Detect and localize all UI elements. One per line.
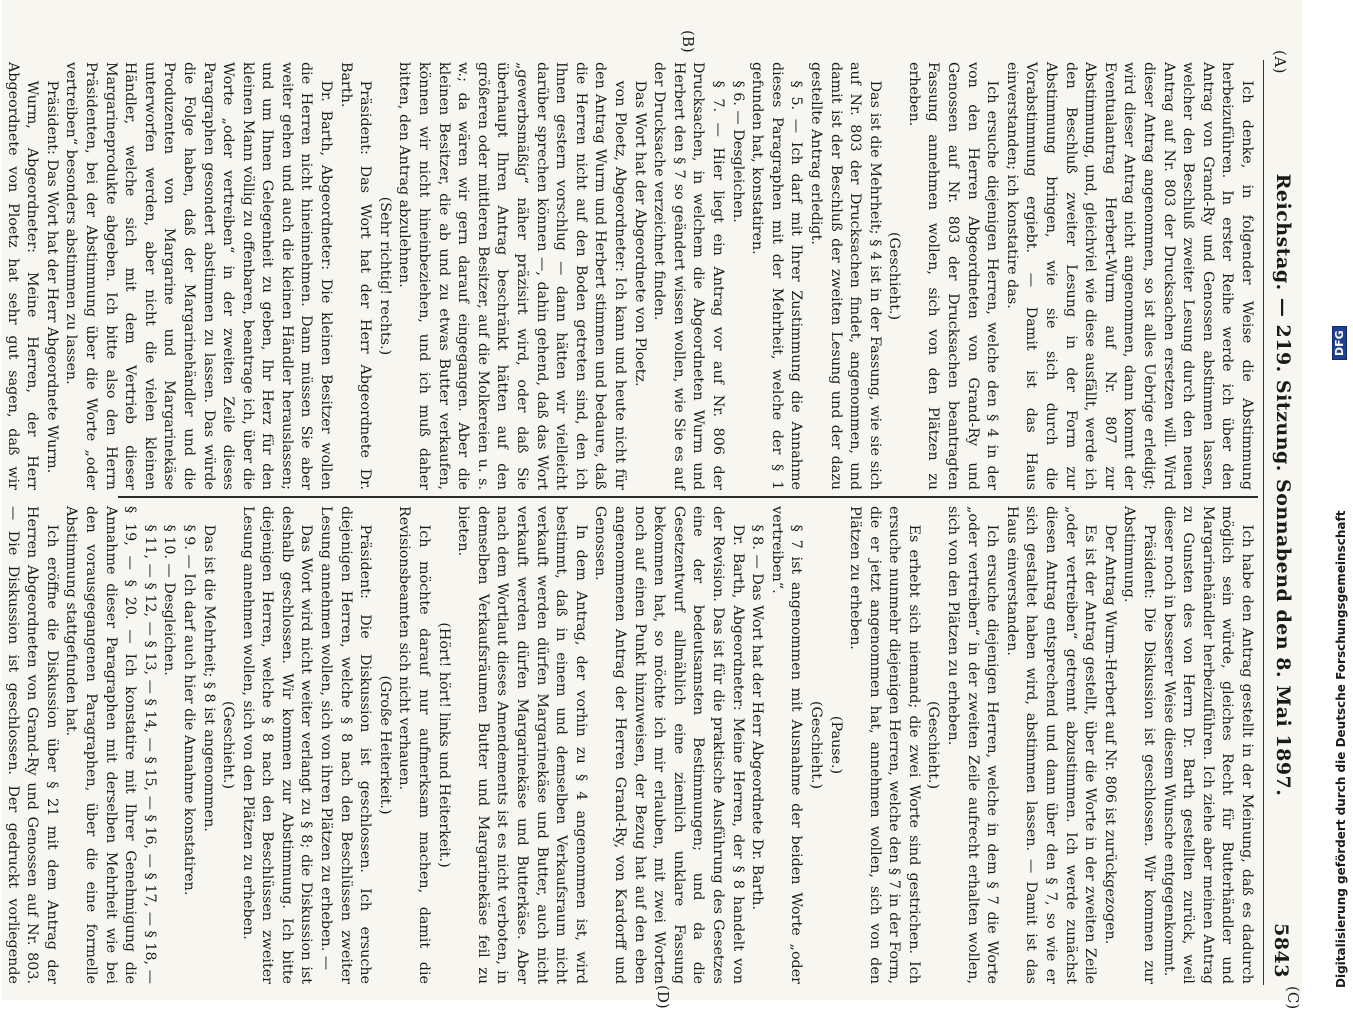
paragraph: Ich ersuche diejenigen Herren, welche in dem § 7 die Worte „oder vertreiben“ in der zweiten Zeile aufrecht erhalten wollen, sich von den Plätzen zu erheben. (945, 506, 1001, 984)
paragraph: Präsident: Das Wort hat der Herr Abgeordnete Wurm. (43, 80, 60, 474)
dfg-logo: DFG (1332, 326, 1347, 360)
margin-mark-c: (C) (1284, 986, 1302, 1009)
page-header (1254, 0, 1294, 1000)
paragraph: § 9. — Ich darf auch hier die Annahme konstatiren. (180, 524, 197, 896)
margin-mark-d: (D) (654, 985, 672, 1009)
paragraph: § 7. — Hier liegt ein Antrag vor auf Nr. 806 der Drucksachen, in welchem die Abgeordneten Wurm und Herbert den § 7 so geändert wissen wollen, wie Sie es auf der Drucksache verzeichnet finden. (651, 62, 726, 490)
paragraph: Dr. Barth, Abgeordneter: Die kleinen Besitzer wollen die Herren nicht hineinnehmen. Dann müssen Sie aber weiter gehen und auch die kleinen Händler herauslassen; und um Ihnen Gelegenheit zu geben, Ihr Herz für den kleinen Mann völlig zu offenbaren, beantrage ich, über die Worte „oder vertreiben“ in der zweiten Zeile dieses Paragraphen gesondert abstimmen zu lassen. Das würde die Folge haben, daß der Margarinehändler und die Produzenten von Margarine und Margarinekäse unterworfen werden, aber nicht die vielen kleinen Händler, welche sich mit dem Vertrieb dieser Margarineprodukte abgeben. Ich bitte also den Herrn Präsidenten, bei der Abstimmung über die Worte „oder vertreiben“ besonders abstimmen zu lassen. (63, 62, 335, 490)
header-rule (1263, 60, 1264, 985)
paragraph: Das ist die Mehrheit; § 4 ist in der Fassung, wie sie sich auf Nr. 803 der Drucksachen findet, angenommen, und damit ist der Beschluß der zweiten Lesung und der dazu gestellte Antrag erledigt. (807, 62, 883, 490)
paragraph: von Ploetz, Abgeordneter: Ich kann und heute nicht für den Antrag Wurm und Herbert stimmen und bedaure, daß die Herren nicht auf den Boden getreten sind, den ich Ihnen gestern vorschlug — dann hätten wir vielleicht darüber sprechen können —, dahin gehend, daß das Wort „gewerbsmäßig“ näher präzisirt wird, oder daß Sie überhaupt Ihren Antrag beschränkt hätten auf den größeren oder mittleren Besitzer, auf die Molkereien u. s. w.; da wären wir gern darauf eingegangen. Aber die kleinen Besitzer, die ab und zu etwas Butter verkaufen, können wir nicht hineinbeziehen, und ich muß daher bitten, den Antrag abzulehnen. (396, 62, 628, 490)
paragraph: Es erhebt sich niemand; die zwei Worte sind gestrichen. Ich ersuche nunmehr diejenigen Herren, welche den § 7 in der Form, die er jetzt angenommen hat, annehmen wollen, sich von den Plätzen zu erheben. (847, 506, 922, 984)
paragraph: Ich denke, in folgender Weise die Abstimmung herbeizuführen. In erster Reihe werde ich über den Antrag von Grand-Ry und Genossen abstimmen lassen, welcher den Beschluß zweiter Lesung durch den neuen Antrag auf Nr. 803 der Drucksachen ersetzen will. Wird dieser Antrag angenommen, so ist alles Uebrige erledigt; wird dieser Antrag nicht angenommen, dann kommt der Eventualantrag Herbert-Wurm auf Nr. 807 zur Abstimmung, und, gleichviel wie diese ausfällt, werde ich den Beschluß zweiter Lesung in der Form zur Abstimmung bringen, wie sie sich durch die Vorabstimmung ergiebt. — Damit ist das Haus einverstanden; ich konstatire das. (1003, 62, 1255, 490)
paragraph: Ich eröffne die Diskussion über § 21 mit dem Antrag der Herren Abgeordneten von Grand-Ry und Genossen auf Nr. 803. — Die Diskussion ist geschlossen. Der gedruckt vorliegende (4, 506, 60, 984)
paragraph: § 10. — Desgleichen. (161, 524, 178, 676)
paragraph: (Geschieht.) (886, 231, 903, 321)
page-title: Reichstag. — 219. Sitzung. Sonnabend den 8. Mai 1897. (1272, 173, 1294, 797)
column-divider (118, 496, 1258, 498)
paragraph: § 11, — § 12, — § 13, — § 14, — § 15, — § 16, — § 17, — § 18, — § 19, — § 20. — Ich konstatire mit Ihrer Genehmigung die Annahme dieser Paragraphen mit derselben Mehrheit wie bei den vorausgegangenen Paragraphen, über die eine formelle Abstimmung stattgefunden hat. (63, 506, 158, 984)
paragraph: Ich möchte darauf nur aufmerksam machen, damit die Revisionsbeamten sich nicht verhauen. (396, 506, 433, 984)
paragraph: (Sehr richtig! rechts.) (376, 196, 393, 356)
paragraph: Dr. Barth, Abgeordneter: Meine Herren, der § 8 handelt von der Revision. Das ist für die praktische Ausführung des Gesetzes eine der bedeutsamsten Bestimmungen; und da die Gesetzentwurf allmählich eine ziemlich unklare Fassung bekommen hat, so möchte ich mir erlauben, mit zwei Worten noch auf einen Punkt hinzuweisen, der Bezug hat auf den eben angenommenen Antrag der Herren Grand-Ry, von Kardorff und Genossen. (592, 506, 746, 984)
paragraph: (Hört! hört! links und Heiterkeit.) (435, 622, 452, 868)
left-text-column (4, 62, 1256, 490)
paragraph: § 8. — Das Wort hat der Herr Abgeordnete Dr. Barth. (749, 524, 766, 911)
right-text-column (4, 506, 1256, 984)
page-number: 5843 (1270, 923, 1292, 978)
paragraph: (Geschieht.) (220, 700, 237, 790)
paragraph: (Pause.) (827, 715, 844, 775)
paragraph: Der Antrag Wurm-Herbert auf Nr. 806 ist zurückgezogen. (1101, 524, 1118, 945)
margin-mark-b: (B) (679, 30, 697, 53)
paragraph: Präsident: Das Wort hat der Herr Abgeordnete Dr. Barth. (337, 62, 374, 490)
paragraph: § 6. — Desgleichen. (729, 80, 746, 223)
paragraph: Das Wort hat der Abgeordnete von Ploetz. (631, 80, 648, 387)
paragraph: Wurm, Abgeordneter: Meine Herren, der Herr Abgeordnete von Ploetz hat sehr gut sagen, daß wir (4, 62, 41, 490)
credit-text: Digitalisierung gefördert durch die Deutsche Forschungsgemeinschaft (1334, 510, 1348, 988)
paragraph: Das ist die Mehrheit; § 8 ist angenommen. (200, 524, 217, 832)
paragraph: § 7 ist angenommen mit Ausnahme der beiden Worte „oder vertreiben“. (768, 506, 805, 984)
paragraph: Ich ersuche diejenigen Herren, welche den § 4 in der von den Herren Abgeordneten von Grand-Ry und Genossen auf Nr. 803 der Drucksachen beantragten Fassung annehmen wollen, sich von den Plätzen zu erheben. (905, 62, 1001, 490)
page-content (2, 0, 1302, 1009)
paragraph: Ich habe den Antrag gestellt in der Meinung, daß es dadurch möglich sein würde, gleiches Recht für Butterhändler und Margarinehändler herbeizuführen. Ich ziehe aber meinen Antrag zu Gunsten des von Herrn Dr. Barth gestellten zurück, weil dieser noch in besserer Weise diesem Wunsche entgegenkommt. (1160, 506, 1255, 984)
digitization-credit (1308, 0, 1353, 1000)
paragraph: (Geschieht.) (807, 700, 824, 790)
paragraph: Präsident: Die Diskussion ist geschlossen. Wir kommen zur Abstimmung. (1121, 506, 1158, 984)
margin-mark-a: (A) (1271, 50, 1289, 75)
paragraph: § 5. — Ich darf mit Ihrer Zustimmung die Annahme dieses Paragraphen mit der Mehrheit, welche der § 1 gefunden hat, konstatiren. (749, 62, 805, 490)
paragraph: In dem Antrag, der vorhin zu § 4 angenommen ist, wird bestimmt, daß in einem und demselben Verkaufsraum nicht verkauft werden dürfen Margarinekäse und Butter, auch nicht verkauft werden dürfen Margarinekäse und Butterkäse. Aber nach dem Wortlaut dieses Amendements ist es nicht verboten, in demselben Verkaufsräumen Butter und Margarinekäse feil zu bieten. (455, 506, 589, 984)
paragraph: (Große Heiterkeit.) (376, 675, 393, 815)
scanned-page (2, 0, 1302, 1009)
paragraph: (Geschieht.) (925, 700, 942, 790)
paragraph: Das Wort wird nicht weiter verlangt zu § 8; die Diskussion ist deshalb geschlossen. Wir kommen zur Abstimmung. Ich bitte diejenigen Herren, welche § 8 nach den Beschlüssen zweiter Lesung annehmen wollen, sich von den Plätzen zu erheben. (239, 506, 315, 984)
paragraph: Es ist der Antrag gestellt, über die Worte in der zweiten Zeile „oder vertreiben“ getrennt abzustimmen. Ich werde zunächst diesen Antrag entsprechend und dann über den § 7, so wie er sich gestaltet haben wird, abstimmen lassen. — Damit ist das Haus einverstanden. (1003, 506, 1099, 984)
paragraph: Präsident: Die Diskussion ist geschlossen. Ich ersuche diejenigen Herren, welche § 8 nach den Beschlüssen zweiter Lesung annehmen wollen, sich von ihren Plätzen zu erheben. — (318, 506, 374, 984)
